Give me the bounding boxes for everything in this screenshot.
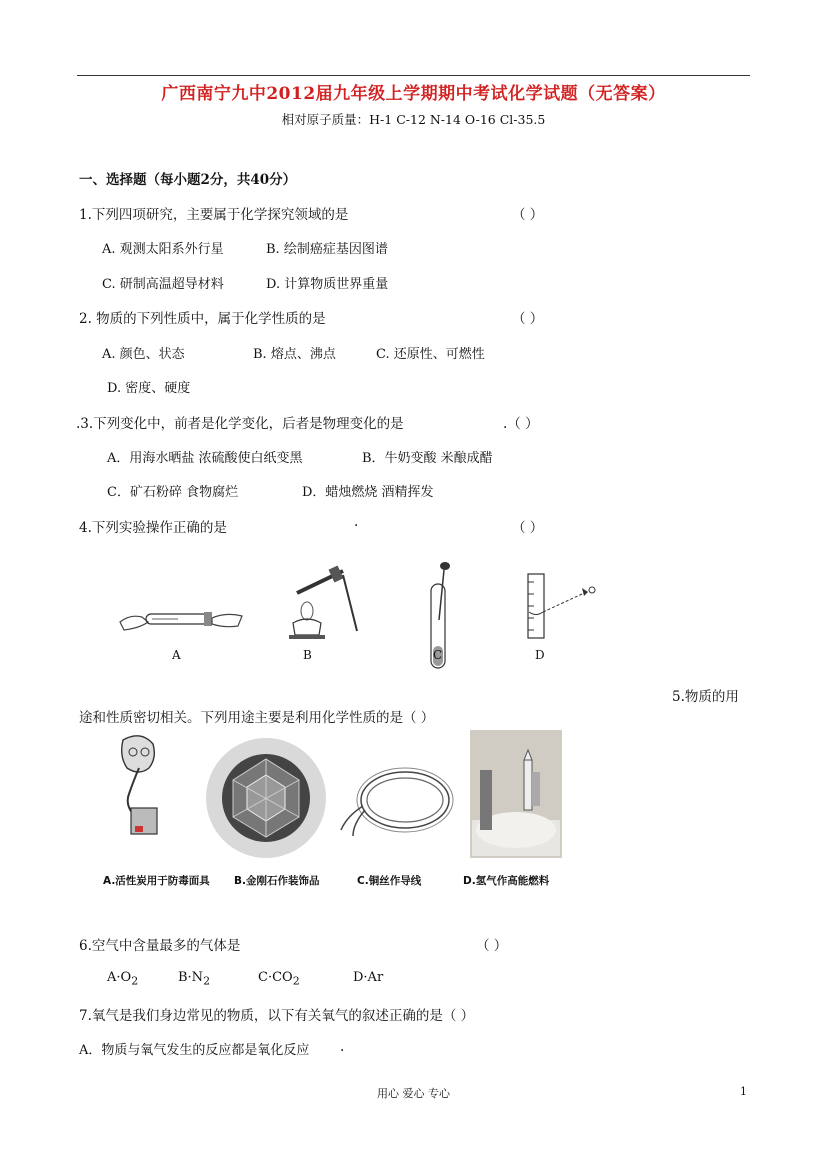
question-1-answer-blank: （ ） <box>512 207 544 223</box>
question-6-option-d: D·Ar <box>353 970 384 985</box>
stray-dot-2: . <box>340 1039 345 1055</box>
copper-wire-image <box>335 762 455 842</box>
figure-b-heating-apparatus <box>285 565 365 645</box>
question-3-option-c: C．矿石粉碎 食物腐烂 <box>107 485 239 500</box>
figure-a-label: A <box>172 648 181 662</box>
figure-d-graduated-cylinder <box>520 572 600 642</box>
question-6-answer-blank: （ ） <box>476 938 508 954</box>
question-1-option-c: C. 研制高温超导材料 <box>102 277 224 292</box>
question-2-stem: 2. 物质的下列性质中，属于化学性质的是 <box>79 311 326 327</box>
page-title: 广西南宁九中2012届九年级上学期期中考试化学试题（无答案） <box>161 84 666 104</box>
stray-dot: . <box>354 514 359 530</box>
question-5-stem: 途和性质密切相关。下列用途主要是利用化学性质的是（ ） <box>79 710 435 726</box>
question-7-stem: 7.氧气是我们身边常见的物质，以下有关氧气的叙述正确的是（ ） <box>79 1008 475 1024</box>
question-2-option-d: D. 密度、硬度 <box>107 381 191 396</box>
caption-d: D.氢气作高能燃料 <box>463 875 550 887</box>
question-3-option-a: A．用海水晒盐 浓硫酸使白纸变黑 <box>107 451 303 466</box>
question-6-stem: 6.空气中含量最多的气体是 <box>79 938 241 954</box>
question-6-option-a: $A\cdot O_2$ <box>107 970 139 988</box>
figure-d-label: D <box>535 648 545 662</box>
page-number: 1 <box>740 1085 747 1098</box>
section-heading: 一、选择题（每小题2分，共40分） <box>79 172 297 188</box>
diamond-image <box>203 735 329 861</box>
question-3-option-d: D．蜡烛燃烧 酒精挥发 <box>302 485 434 500</box>
caption-c: C.铜丝作导线 <box>357 875 422 887</box>
question-3-stem: .3.下列变化中，前者是化学变化，后者是物理变化的是 <box>76 416 404 432</box>
header-rule <box>77 75 750 76</box>
question-6-option-c: $C\cdot CO_2$ <box>258 970 300 988</box>
question-3-option-b: B．牛奶变酸 米酿成醋 <box>362 451 493 466</box>
question-6-option-b: $B\cdot N_2$ <box>178 970 211 988</box>
question-3-answer-blank: .（ ） <box>503 416 539 432</box>
question-1-stem: 1.下列四项研究，主要属于化学探究领域的是 <box>79 207 349 223</box>
question-1-option-d: D. 计算物质世界重量 <box>266 277 389 292</box>
atomic-masses: 相对原子质量：H-1 C-12 N-14 O-16 Cl-35.5 <box>281 112 546 127</box>
figure-c-label: C <box>433 648 443 662</box>
caption-b: B.金刚石作装饰品 <box>234 875 320 887</box>
question-2-option-a: A. 颜色、状态 <box>102 347 185 362</box>
question-1-option-b: B. 绘制癌症基因图谱 <box>266 242 388 257</box>
footer-motto: 用心 爱心 专心 <box>377 1087 450 1100</box>
rocket-launch-image <box>470 730 562 858</box>
question-4-stem: 4.下列实验操作正确的是 <box>79 520 227 536</box>
question-1-option-a: A. 观测太阳系外行星 <box>102 242 224 257</box>
figure-a-horizontal-test-tube <box>118 600 248 640</box>
question-2-answer-blank: （ ） <box>512 311 544 327</box>
question-2-option-b: B. 熔点、沸点 <box>253 347 336 362</box>
question-4-answer-blank: （ ） <box>512 520 544 536</box>
question-2-option-c: C. 还原性、可燃性 <box>376 347 485 362</box>
caption-a: A.活性炭用于防毒面具 <box>103 875 210 887</box>
gas-mask-image <box>105 730 175 860</box>
figure-b-label: B <box>303 648 312 662</box>
question-7-option-a: A．物质与氧气发生的反应都是氧化反应 <box>79 1043 310 1058</box>
question-5-stem-start: 5.物质的用 <box>672 689 739 705</box>
